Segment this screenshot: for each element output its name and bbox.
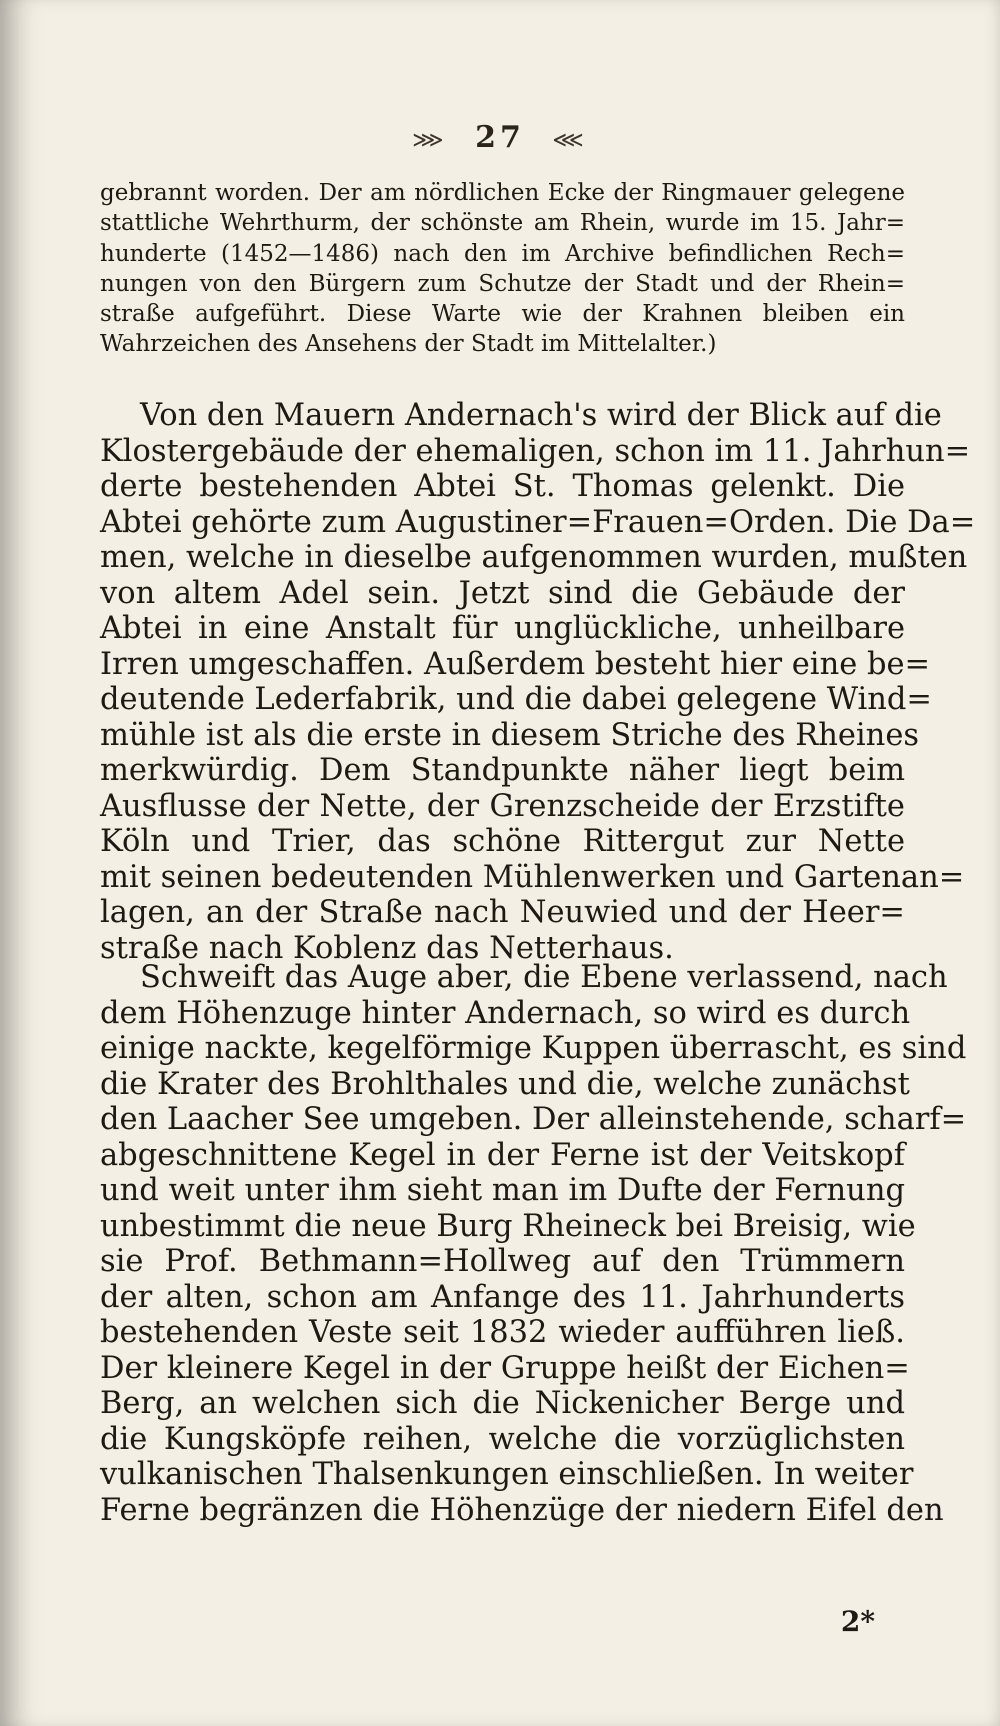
text-line: die Krater des Brohlthales und die, welche zunächst <box>100 1066 910 1102</box>
page-header <box>0 120 1000 155</box>
text-line: gebrannt worden. Der am nördlichen Ecke der Ringmauer gelegene <box>100 180 905 206</box>
text-line: abgeschnittene Kegel in der Ferne ist der Veitskopf <box>100 1137 905 1173</box>
text-line: und weit unter ihm sieht man im Dufte der Fernung <box>100 1173 905 1208</box>
text-line: mit seinen bedeutenden Mühlenwerken und Gartenan= <box>100 859 965 895</box>
text-line: Ausflusse der Nette, der Grenzscheide der Erzstifte <box>100 788 905 824</box>
text-line: Abtei in eine Anstalt für unglückliche, unheilbare <box>100 611 905 646</box>
text-line: die Kungsköpfe reihen, welche die vorzüglichsten <box>100 1421 905 1457</box>
text-line: Irren umgeschaffen. Außerdem besteht hier eine be= <box>100 646 931 682</box>
text-line: dem Höhenzuge hinter Andernach, so wird es durch <box>100 995 911 1031</box>
text-line: Der kleinere Kegel in der Gruppe heißt der Eichen= <box>100 1350 910 1386</box>
text-line: Köln und Trier, das schöne Rittergut zur Nette <box>100 824 905 859</box>
text-line: stattliche Wehrthurm, der schönste am Rhein, wurde im 15. Jahr= <box>100 210 905 237</box>
text-line: straße nach Koblenz das Netterhaus. <box>100 930 674 966</box>
footnote-paragraph <box>100 178 905 360</box>
page-number: 27 <box>475 120 525 155</box>
text-line: merkwürdig. Dem Standpunkte näher liegt beim <box>100 753 905 788</box>
text-line: Abtei gehörte zum Augustiner=Frauen=Orden. Die Da= <box>100 504 976 540</box>
text-line: Ferne begränzen die Höhenzüge der niedern Eifel den <box>100 1492 944 1528</box>
paragraph-hoehenzuge <box>100 960 967 1528</box>
ornament-left-icon: ⋙ <box>412 128 448 153</box>
text-line: sie Prof. Bethmann=Hollweg auf den Trümmern <box>100 1244 905 1279</box>
paragraph-abtei <box>100 398 976 966</box>
text-line: Berg, an welchen sich die Nickenicher Berge und <box>100 1386 905 1421</box>
text-line: men, welche in dieselbe aufgenommen wurden, mußten <box>100 540 968 575</box>
text-line: vulkanischen Thalsenkungen einschließen. In weiter <box>100 1457 914 1492</box>
text-line: mühle ist als die erste in diesem Striche des Rheines <box>100 717 920 753</box>
text-line: einige nackte, kegelförmige Kuppen überrascht, es sind <box>100 1031 967 1066</box>
text-line: unbestimmt die neue Burg Rheineck bei Breisig, wie <box>100 1208 916 1244</box>
text-line: derte bestehenden Abtei St. Thomas gelenkt. Die <box>100 469 905 504</box>
text-line: straße aufgeführt. Diese Warte wie der Krahnen bleiben ein <box>100 301 905 328</box>
text-line: der alten, schon am Anfange des 11. Jahrhunderts <box>100 1279 905 1315</box>
text-line: nungen von den Bürgern zum Schutze der Stadt und der Rhein= <box>100 270 905 297</box>
text-line: von altem Adel sein. Jetzt sind die Gebäude der <box>100 575 905 611</box>
ornament-right-icon: ⋘ <box>552 128 588 153</box>
text-line: Klostergebäude der ehemaligen, schon im 11. Jahrhun= <box>100 433 971 469</box>
text-line: Von den Mauern Andernach's wird der Blick auf die <box>140 398 942 433</box>
text-line: hunderte (1452—1486) nach den im Archive befindlichen Rech= <box>100 240 905 267</box>
text-line: den Laacher See umgeben. Der alleinstehende, scharf= <box>100 1102 967 1137</box>
text-line: Wahrzeichen des Ansehens der Stadt im Mittelalter.) <box>100 331 717 358</box>
text-line: Schweift das Auge aber, die Ebene verlassend, nach <box>140 960 948 995</box>
text-line: lagen, an der Straße nach Neuwied und der Heer= <box>100 895 905 930</box>
text-line: deutende Lederfabrik, und die dabei gelegene Wind= <box>100 682 932 717</box>
text-line: bestehenden Veste seit 1832 wieder aufführen ließ. <box>100 1315 905 1350</box>
signature-mark: 2* <box>840 1605 875 1638</box>
